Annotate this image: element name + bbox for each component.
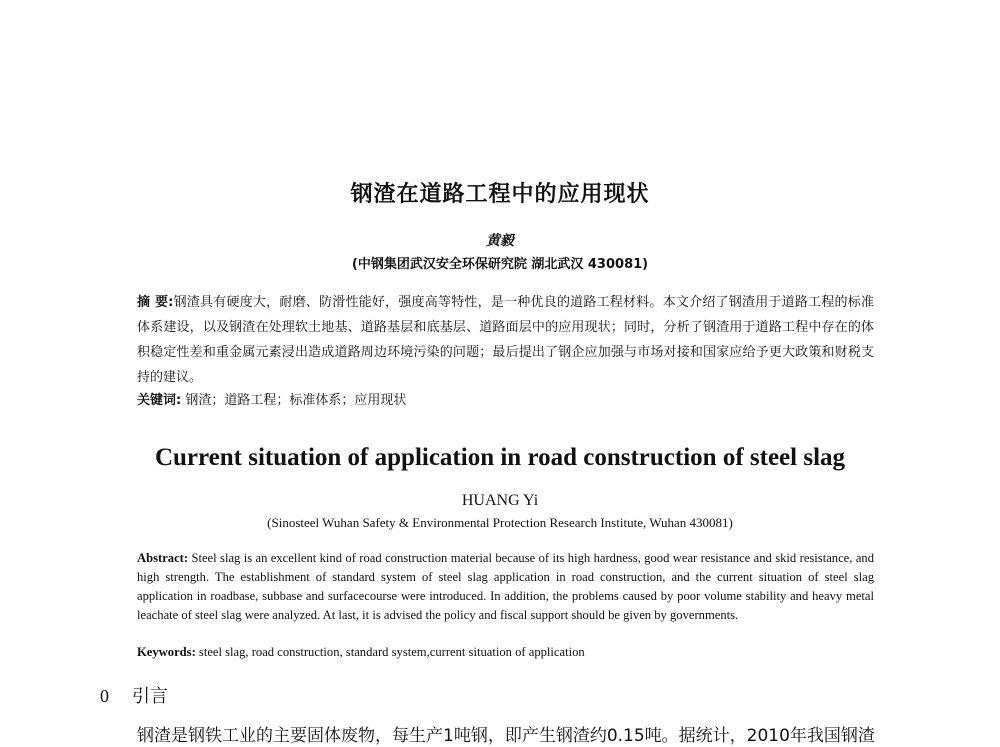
keywords-en-text: steel slag, road construction, standard system,current situation of application xyxy=(198,645,585,659)
abstract-cn-text: 钢渣具有硬度大，耐磨、防滑性能好，强度高等特性，是一种优良的道路工程材料。本文介绍了钢渣用于道路工程的标准体系建设，以及钢渣在处理软土地基、道路基层和底基层、道路面层中的应用现状；同时，分析了钢渣用于道路工程中存在的体积稳定性差和重金属元素浸出造成道路周边环境污染的问题；最后提出了钢企应加强与市场对接和国家应给予更大政策和财税支持的建议。 xyxy=(137,295,874,385)
body-text-first-line: 钢渣是钢铁工业的主要固体废物，每生产1吨钢，即产生钢渣约0.15吨。据统计，2010年我国钢渣 xyxy=(137,726,875,746)
keywords-en-label: Keywords: xyxy=(137,645,196,659)
affiliation-cn: (中钢集团武汉安全环保研究院 湖北武汉 430081) xyxy=(351,257,649,272)
author-en: HUANG Yi xyxy=(461,492,539,509)
abstract-en-text: Steel slag is an excellent kind of road construction material because of its high hardness, good wear resistance and skid resistance, and high strength. The establishment of standard system of steel slag application in road construction, and the current situation of steel slag application in roadbase, subbase and surfacecourse were introduced. In addition, the problems caused by poor volume stability and heavy metal leachate of steel slag were analyzed. At last, it is advised the policy and fiscal support should be given by governments. xyxy=(137,551,874,622)
abstract-en xyxy=(137,549,874,625)
abstract-cn-label: 摘 要: xyxy=(137,295,174,310)
abstract-en-label: Abstract: xyxy=(137,551,189,565)
paper-title-cn: 钢渣在道路工程中的应用现状 xyxy=(350,182,650,207)
keywords-cn-text: 钢渣；道路工程；标准体系；应用现状 xyxy=(185,393,407,408)
section-number: 0 xyxy=(100,686,109,706)
paper-title-en: Current situation of application in road construction of steel slag xyxy=(154,444,846,471)
abstract-cn xyxy=(137,290,874,390)
keywords-cn xyxy=(137,390,874,412)
section-heading xyxy=(100,682,168,708)
affiliation-en: (Sinosteel Wuhan Safety & Environmental Protection Research Institute, Wuhan 430081) xyxy=(267,515,733,530)
keywords-en xyxy=(137,643,874,662)
section-title: 引言 xyxy=(132,686,168,707)
author-cn: 黄毅 xyxy=(486,233,514,249)
keywords-cn-label: 关键词: xyxy=(137,393,182,408)
